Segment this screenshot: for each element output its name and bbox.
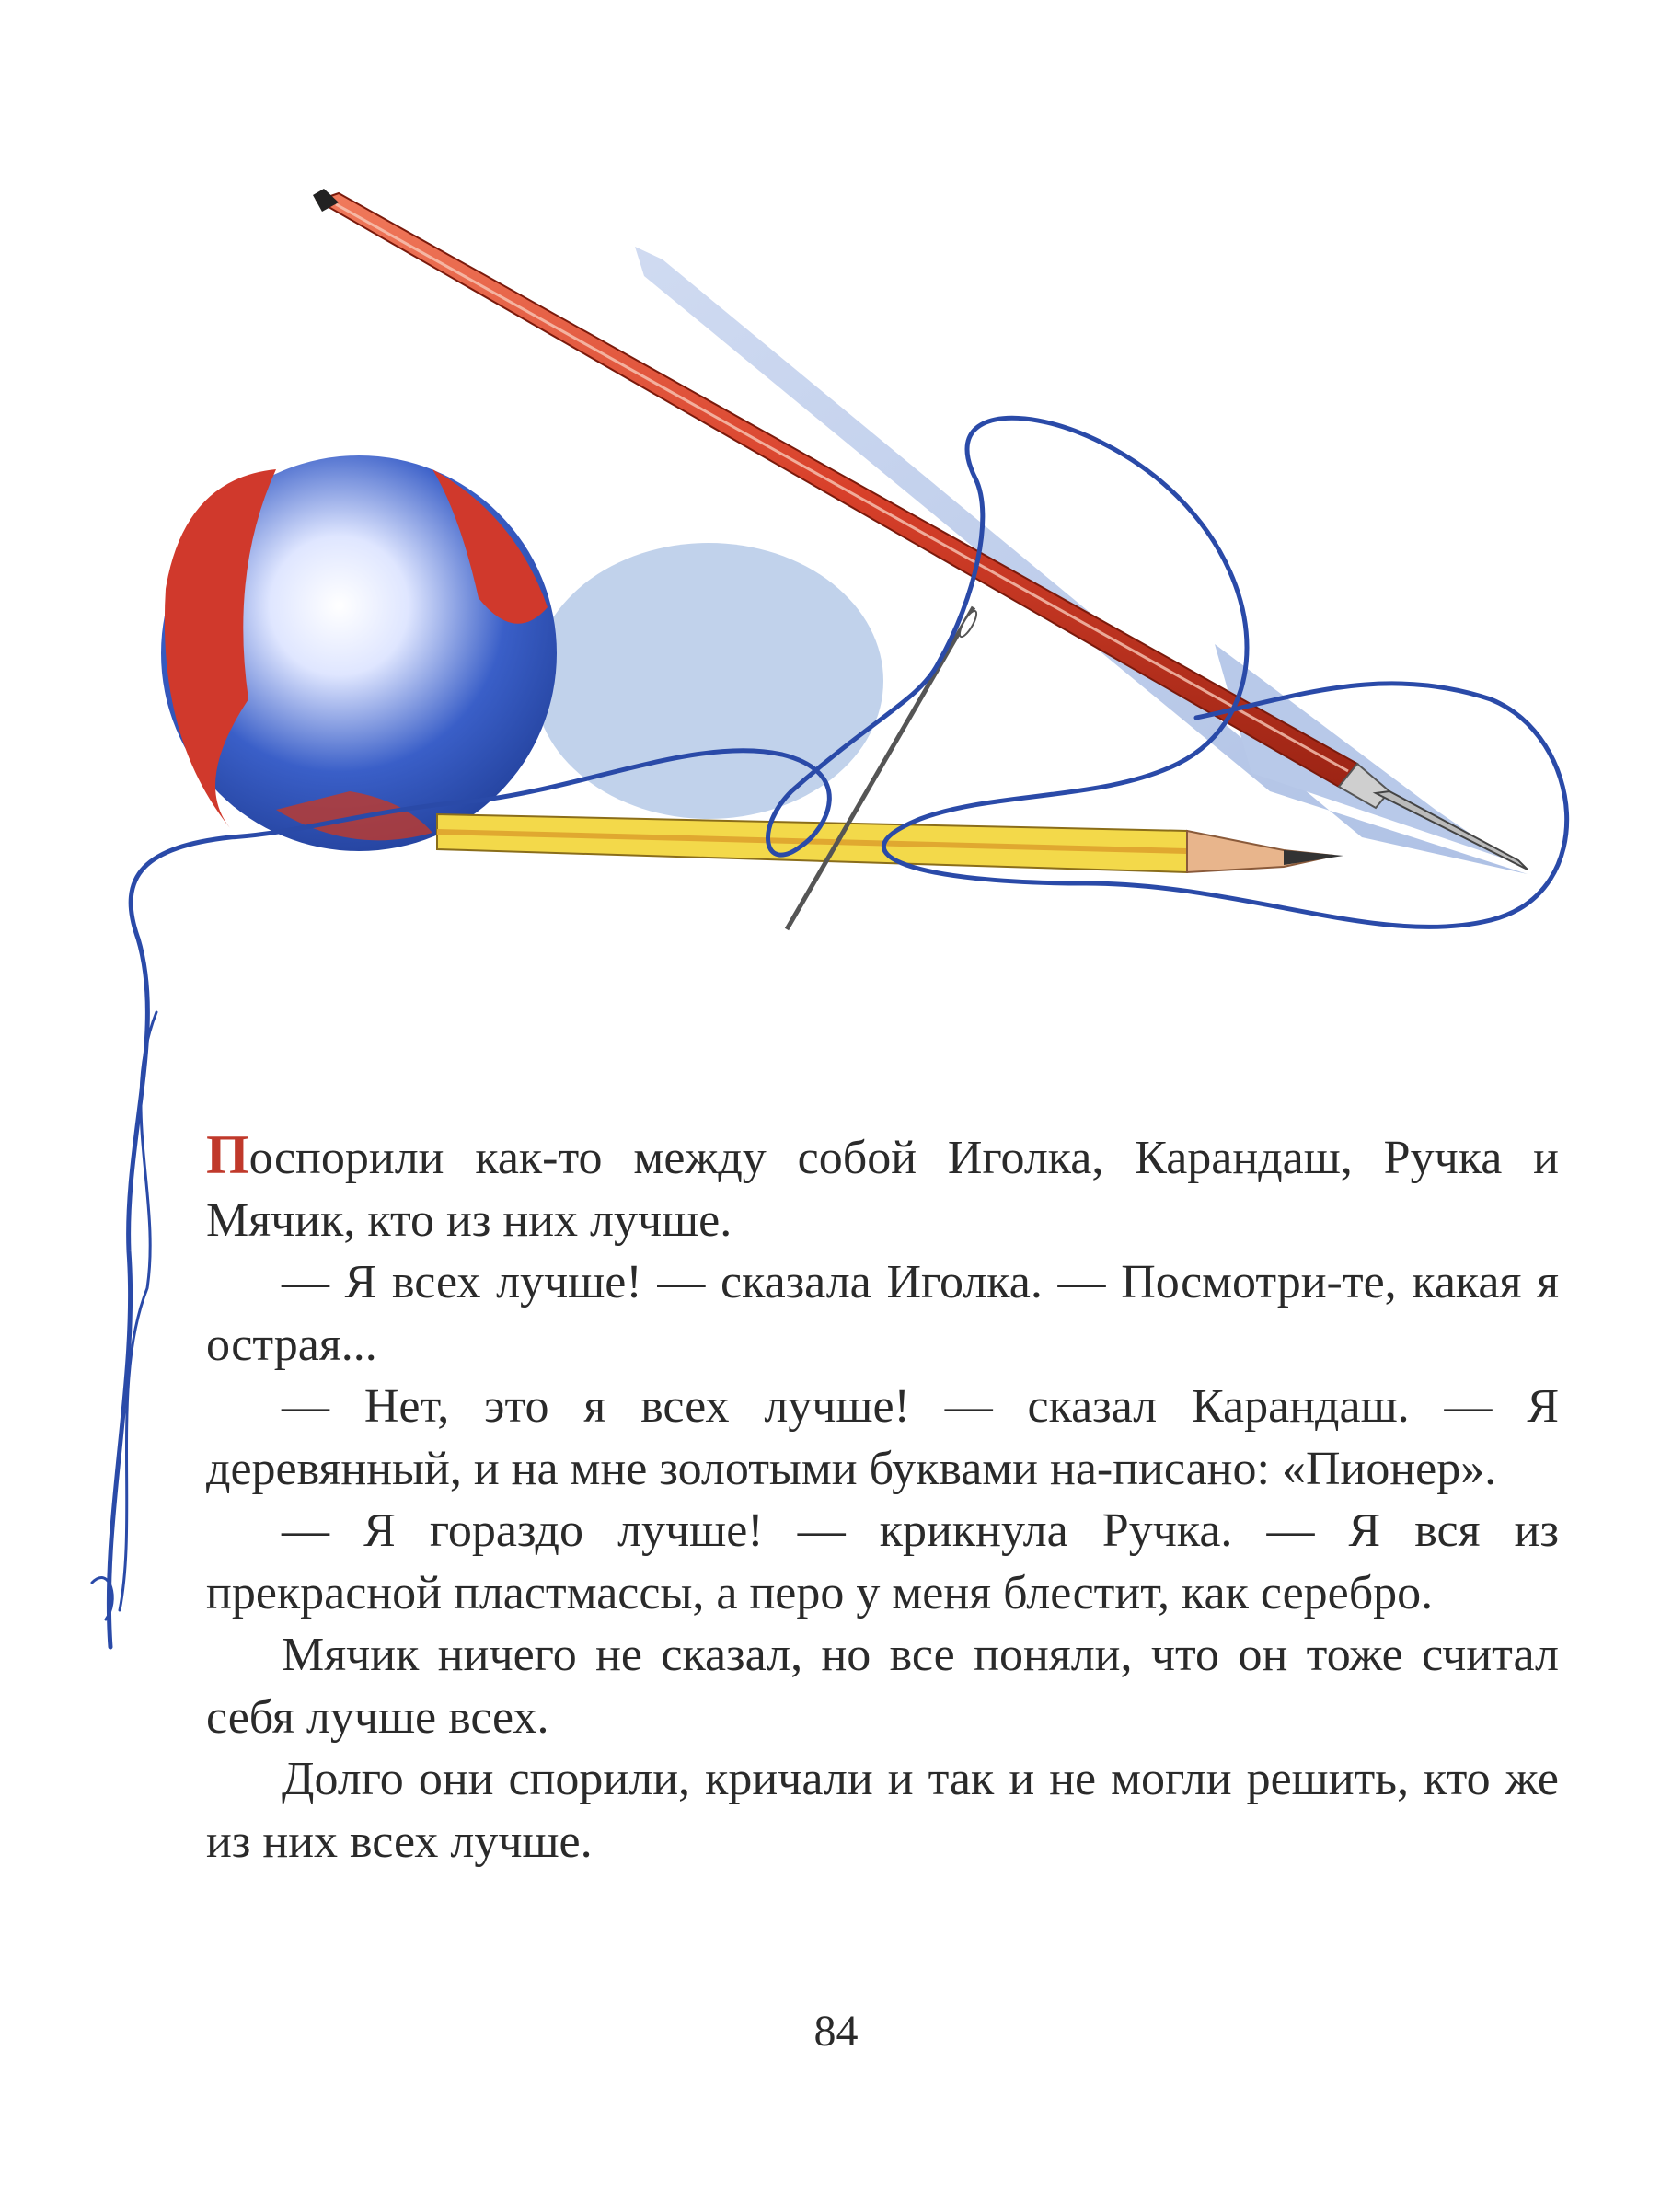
story-text <box>206 1124 1559 1872</box>
page-number: 84 <box>813 2007 859 2056</box>
ball-icon <box>161 455 557 851</box>
paragraph-5: Мячик ничего не сказал, но все поняли, что он тоже считал себя лучше всех. <box>206 1629 1559 1744</box>
paragraph-4: — Я гораздо лучше! — крикнула Ручка. — Я вся из прекрасной пластмассы, а перо у меня блестит, как серебро. <box>206 1504 1559 1619</box>
paragraph-3: — Нет, это я всех лучше! — сказал Карандаш. — Я деревянный, и на мне золотыми буквами на-писано: «Пионер». <box>206 1380 1559 1495</box>
drop-cap: П <box>206 1124 249 1185</box>
pencil-icon <box>437 814 1343 872</box>
paragraph-1: Поспорили как-то между собой Иголка, Карандаш, Ручка и Мячик, кто из них лучше. <box>206 1124 1559 1247</box>
paragraph-6: Долго они спорили, кричали и так и не могли решить, кто же из них всех лучше. <box>206 1753 1559 1868</box>
paragraph-2: — Я всех лучше! — сказала Иголка. — Посмотри-те, какая я острая... <box>206 1256 1559 1371</box>
